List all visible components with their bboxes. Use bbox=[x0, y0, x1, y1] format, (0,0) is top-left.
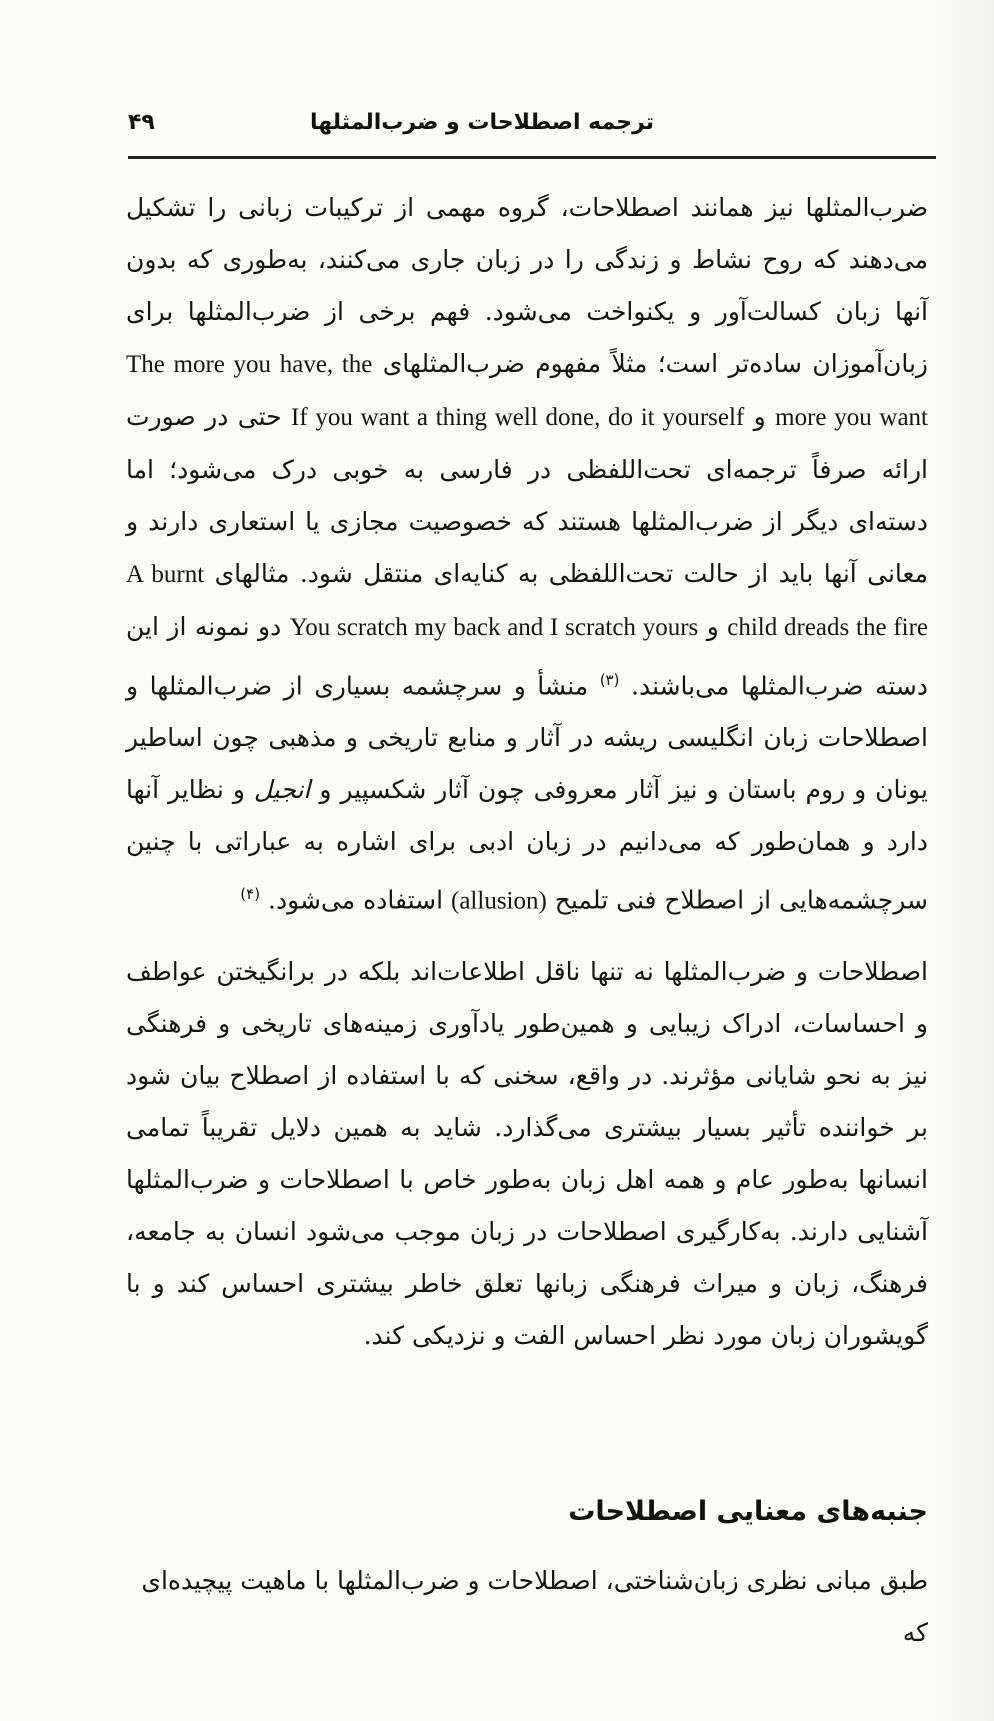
body-text bbox=[126, 182, 928, 1362]
footnote-marker-4: (۴) bbox=[240, 885, 261, 904]
paragraph-1-segment: منشأ و سرچشمه بسیاری از ضرب‌المثلها و اصطلاحات زبان انگلیسی ریشه در آثار و منابع تاریخی و مذهبی چون اساطیر یونان و روم باستان و نیز آثار معروفی چون آثار شکسپیر و bbox=[126, 671, 928, 805]
paragraph-1-segment: و نظایر آنها دارد و همان‌طور که می‌دانیم در زبان ادبی برای اشاره به عباراتی با چنین سرچشمه‌هایی از اصطلاح فنی تلمیح bbox=[126, 775, 928, 915]
paragraph-1-segment: دو نمونه از این دسته ضرب‌المثلها می‌باشند. bbox=[126, 612, 928, 701]
paragraph-1-segment: ضرب‌المثلها نیز همانند اصطلاحات، گروه مهمی از ترکیبات زبانی را تشکیل می‌دهند که روح نشاط و زندگی را در زبان جاری می‌کنند، به‌طوری که بدون آنها زبان کسالت‌آور و یکنواخت می‌شود. فهم برخی از ضرب‌المثلها برای زبان‌آموزان ساده‌تر است؛ مثلاً مفهوم ضرب‌المثلهای bbox=[126, 193, 929, 378]
paragraph-1 bbox=[126, 182, 928, 928]
section-heading: جنبه‌های معنایی اصطلاحات bbox=[568, 1496, 928, 1527]
allusion-term: (allusion) bbox=[451, 887, 547, 915]
page-header bbox=[128, 106, 936, 156]
paragraph-1-segment: و bbox=[706, 612, 719, 641]
section-first-line: طبق مبانی نظری زبان‌شناختی، اصطلاحات و ضرب‌المثلها با ماهیت پیچیده‌ای که bbox=[141, 1566, 928, 1647]
english-proverb-3: A burnt child dreads the fire bbox=[126, 561, 929, 641]
header-rule bbox=[128, 156, 936, 159]
footnote-marker-3: (۳) bbox=[599, 671, 620, 689]
english-proverb-1: The more you have, the more you want bbox=[126, 351, 929, 431]
running-title: ترجمه اصطلاحات و ضرب‌المثلها bbox=[310, 110, 655, 135]
paragraph-1-segment: و bbox=[753, 402, 766, 431]
italic-title-injil: انجیل bbox=[253, 775, 311, 805]
page-number: ۴۹ bbox=[128, 110, 155, 135]
english-proverb-4: You scratch my back and I scratch yours bbox=[289, 614, 699, 641]
paragraph-1-segment: حتی در صورت ارائه صرفاً ترجمه‌ای تحت‌اللفظی در فارسی به خوبی درک می‌شود؛ اما دسته‌ای دیگر از ضرب‌المثلها هستند که خصوصیت مجازی یا استعاری دارند و معانی آنها باید از حالت تحت‌اللفظی به کنایه‌ای منتقل شود. مثالهای bbox=[126, 402, 929, 588]
paragraph-2: اصطلاحات و ضرب‌المثلها نه تنها ناقل اطلاعات‌اند بلکه در برانگیختن عواطف و احساسات، ادراک زیبایی و همین‌طور یادآوری زمینه‌های تاریخی و فرهنگی نیز به نحو شایانی مؤثرند. در واقع، سخنی که با استفاده از اصطلاح بیان شود بر خواننده تأثیر بسیار بیشتری می‌گذارد. شاید به همین دلایل تقریباً تمامی انسانها به‌طور عام و همه اهل زبان به‌طور خاص با اصطلاحات و ضرب‌المثلها آشنایی دارند. به‌کارگیری اصطلاحات در زبان موجب می‌شود انسان به جامعه، فرهنگ، زبان و میراث فرهنگی زبانها تعلق خاطر بیشتری احساس کند و با گویشوران زبان مورد نظر احساس الفت و نزدیکی کند. bbox=[126, 956, 928, 1350]
paragraph-1-segment: استفاده می‌شود. bbox=[268, 885, 444, 915]
english-proverb-2: If you want a thing well done, do it yourself bbox=[291, 404, 745, 431]
page-edge-shadow bbox=[936, 0, 994, 1721]
